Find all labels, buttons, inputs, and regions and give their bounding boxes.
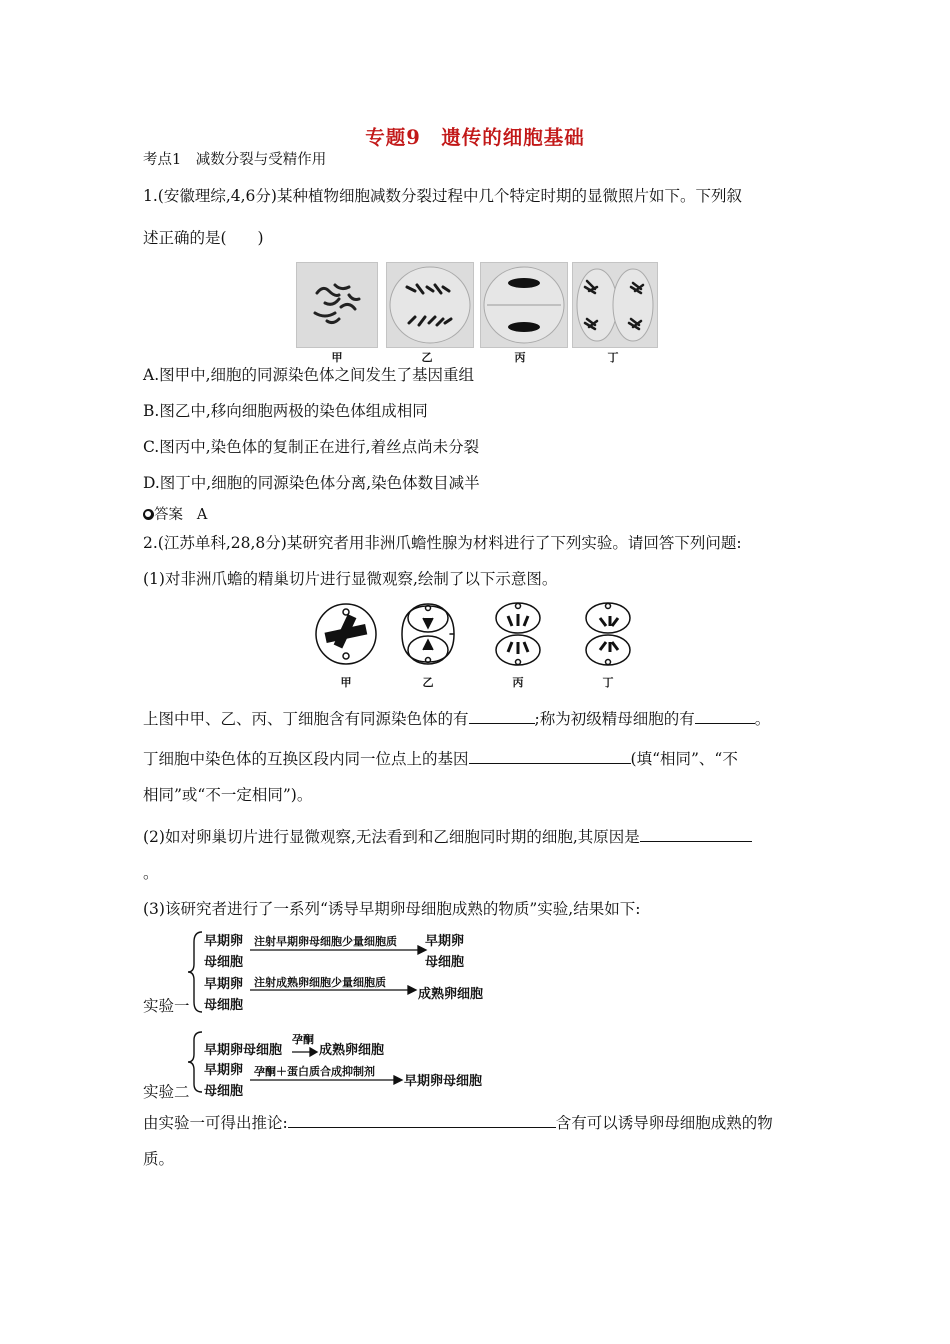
exp2-row2-arrow-label: 孕酮＋蛋白质合成抑制剂	[254, 1065, 375, 1078]
q2-line1-text-b: ;称为初级精母细胞的有	[534, 710, 695, 728]
micrograph-jia	[296, 262, 378, 348]
q1-caption-yi: 乙	[421, 351, 433, 364]
exp2-row2-source-b: 母细胞	[204, 1084, 244, 1099]
q2-line2-text-b: (填“相同”、“不	[630, 750, 738, 768]
exp2-row1-source: 早期卵母细胞	[204, 1043, 283, 1058]
exp2-row1-result: 成熟卵细胞	[319, 1043, 385, 1058]
q1-answer	[143, 508, 207, 523]
cell-diagram-ding	[586, 603, 630, 665]
answer-blank-1[interactable]	[469, 708, 535, 724]
q2-line1	[143, 708, 770, 728]
cell-diagram-jia	[316, 604, 376, 664]
q1-stem-line1: 1.(安徽理综,4,6分)某种植物细胞减数分裂过程中几个特定时期的显微照片如下。下列叙	[143, 187, 742, 205]
q2-line1-text-a: 上图中甲、乙、丙、丁细胞含有同源染色体的有	[143, 710, 469, 728]
q2-line2-text-a: 丁细胞中染色体的互换区段内同一位点上的基因	[143, 750, 469, 768]
q2-conclusion-end: 质。	[143, 1150, 175, 1168]
exp1-row2-result: 成熟卵细胞	[418, 987, 484, 1002]
q2-conclusion-text-b: 含有可以诱导卵母细胞成熟的物	[555, 1114, 773, 1132]
q2-caption-yi: 乙	[422, 676, 434, 689]
q1-option-b: B.图乙中,移向细胞两极的染色体组成相同	[143, 402, 428, 420]
q2-line2	[143, 748, 738, 768]
q1-stem-line2: 述正确的是( )	[143, 229, 264, 247]
exp1-row1-source-a: 早期卵	[204, 934, 244, 949]
q1-caption-jia: 甲	[331, 351, 343, 364]
section-heading: 考点1 减数分裂与受精作用	[143, 152, 327, 168]
q2-part2-text: (2)如对卵巢切片进行显微观察,无法看到和乙细胞同时期的细胞,其原因是	[143, 828, 640, 846]
spermatocyte-diagrams	[310, 598, 640, 670]
q2-part2-end: 。	[143, 864, 159, 882]
q1-option-a: A.图甲中,细胞的同源染色体之间发生了基因重组	[143, 366, 475, 384]
answer-label: 答案	[154, 507, 183, 523]
exp1-row1-arrow-label: 注射早期卵母细胞少量细胞质	[254, 935, 397, 948]
q2-line1-text-c: 。	[754, 710, 771, 728]
answer-value: A	[196, 507, 208, 523]
q2-line3: 相同”或“不一定相同”)。	[143, 786, 313, 804]
q2-caption-jia: 甲	[340, 676, 352, 689]
exp1-row1-result-b: 母细胞	[425, 955, 465, 970]
exp2-row2-result: 早期卵母细胞	[404, 1074, 483, 1089]
answer-blank-3[interactable]	[469, 748, 631, 764]
answer-blank-5[interactable]	[288, 1112, 556, 1128]
q2-part3: (3)该研究者进行了一系列“诱导早期卵母细胞成熟的物质”实验,结果如下:	[143, 900, 641, 918]
exp2-label: 实验二	[143, 1083, 190, 1101]
answer-blank-4[interactable]	[640, 826, 752, 842]
exp1-row1-result-a: 早期卵	[425, 934, 465, 949]
exp2-row2-source-a: 早期卵	[204, 1063, 244, 1078]
micrograph-bing	[480, 262, 568, 348]
answer-blank-2[interactable]	[695, 708, 755, 724]
exp1-row2-arrow-label: 注射成熟卵细胞少量细胞质	[254, 976, 386, 989]
q1-option-c: C.图丙中,染色体的复制正在进行,着丝点尚未分裂	[143, 438, 480, 456]
cell-diagram-bing	[496, 603, 540, 665]
q2-caption-bing: 丙	[512, 676, 524, 689]
q2-conclusion	[143, 1112, 773, 1132]
q2-stem: 2.(江苏单科,28,8分)某研究者用非洲爪蟾性腺为材料进行了下列实验。请回答下列问题:	[143, 534, 742, 552]
exp1-row1-source-b: 母细胞	[204, 955, 244, 970]
q2-caption-ding: 丁	[602, 676, 614, 689]
micrograph-yi	[386, 262, 474, 348]
q2-part2	[143, 826, 752, 846]
cell-diagram-yi	[402, 604, 454, 664]
answer-icon	[143, 509, 154, 520]
exp1-row2-source-a: 早期卵	[204, 977, 244, 992]
q1-caption-ding: 丁	[607, 351, 619, 364]
q2-part1: (1)对非洲爪蟾的精巢切片进行显微观察,绘制了以下示意图。	[143, 570, 558, 588]
page-title: 专题9 遗传的细胞基础	[365, 126, 585, 149]
exp2-row1-arrow-label: 孕酮	[292, 1033, 314, 1046]
q2-conclusion-text-a: 由实验一可得出推论:	[143, 1114, 288, 1132]
exp1-label: 实验一	[143, 997, 190, 1015]
q1-option-d: D.图丁中,细胞的同源染色体分离,染色体数目减半	[143, 474, 480, 492]
exp1-row2-source-b: 母细胞	[204, 998, 244, 1013]
micrograph-ding	[572, 262, 658, 348]
q1-caption-bing: 丙	[514, 351, 526, 364]
